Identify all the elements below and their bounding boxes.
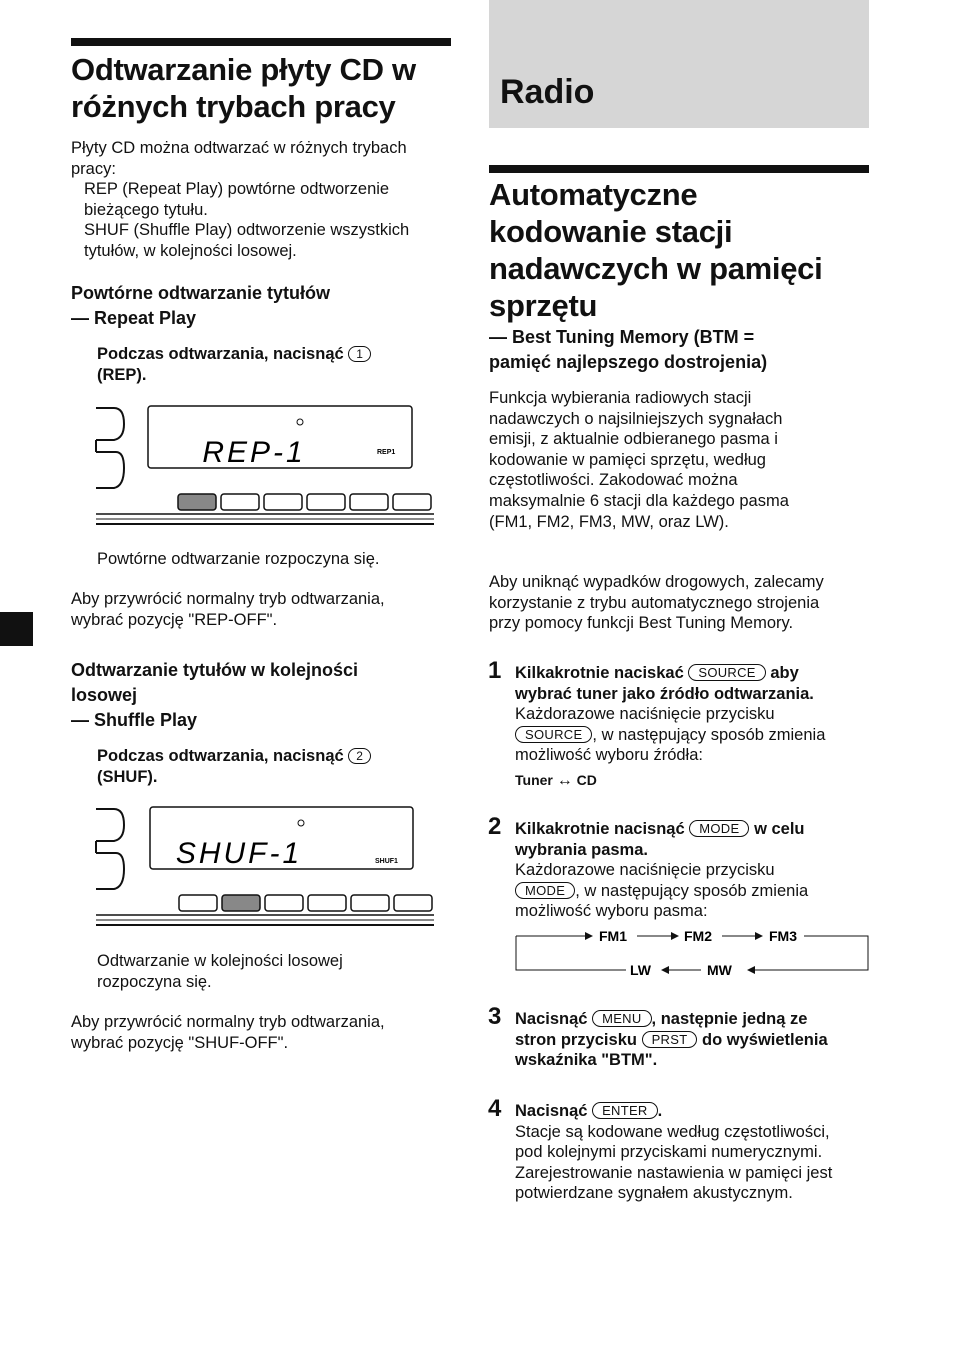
heading-line: — Shuffle Play bbox=[71, 710, 198, 730]
step-text: Kilkakrotnie nacisnąć bbox=[515, 820, 685, 838]
seq-item: CD bbox=[576, 772, 597, 788]
instruction-text: (SHUF). bbox=[97, 767, 158, 786]
step-text: Stacje są kodowane według częstotliwości, bbox=[515, 1122, 830, 1141]
top-rule-left bbox=[71, 38, 451, 46]
step-text: wybrania pasma. bbox=[515, 840, 648, 859]
restore-line: wybrać pozycję "REP-OFF". bbox=[71, 610, 278, 629]
rep-display-illustration bbox=[94, 402, 439, 530]
para-line: korzystanie z trybu automatycznego strojenia bbox=[489, 593, 820, 612]
source-key: SOURCE bbox=[688, 664, 765, 681]
section-title: Radio bbox=[500, 73, 595, 111]
subtitle-line: — Best Tuning Memory (BTM = bbox=[489, 327, 755, 347]
page-title-left bbox=[71, 51, 461, 125]
title-line: sprzętu bbox=[489, 288, 598, 323]
step-text: Nacisnąć bbox=[515, 1102, 588, 1120]
intro-line: SHUF (Shuffle Play) odtworzenie wszystkich bbox=[84, 221, 410, 240]
step-text: wybrać tuner jako źródło odtwarzania. bbox=[515, 684, 814, 703]
page-title-right bbox=[489, 176, 879, 324]
step-4 bbox=[515, 1101, 875, 1204]
step-2 bbox=[515, 819, 875, 922]
step-text: wskaźnika "BTM". bbox=[515, 1051, 658, 1070]
band-label: FM3 bbox=[769, 928, 797, 944]
para-line: kodowanie w pamięci sprzętu, według bbox=[489, 450, 766, 469]
page-subtitle-right bbox=[489, 325, 879, 375]
preset-buttons bbox=[179, 895, 432, 911]
band-label: MW bbox=[707, 962, 732, 975]
intro-paragraph bbox=[71, 138, 461, 262]
preset-buttons bbox=[178, 494, 431, 510]
top-rule-right bbox=[489, 165, 869, 173]
safety-note bbox=[489, 572, 879, 634]
enter-key: ENTER bbox=[592, 1102, 658, 1119]
double-arrow-icon: ↔ bbox=[556, 772, 573, 789]
para-line: (FM1, FM2, FM3, MW, oraz LW). bbox=[489, 512, 729, 531]
intro-line: Płyty CD można odtwarzać w różnych trybach bbox=[71, 139, 407, 157]
source-sequence bbox=[515, 772, 597, 790]
step-2-number: 2 bbox=[488, 813, 502, 840]
para-line: przy pomocy funkcji Best Tuning Memory. bbox=[489, 614, 794, 633]
repeat-instruction bbox=[97, 344, 457, 385]
para-line: Funkcja wybierania radiowych stacji bbox=[489, 389, 752, 407]
shuf-small-indicator: SHUF1 bbox=[375, 858, 398, 865]
band-label: LW bbox=[630, 962, 651, 975]
step-text: w celu bbox=[754, 820, 805, 838]
para-line: częstotliwości. Zakodować można bbox=[489, 471, 738, 490]
title-line: Automatyczne bbox=[489, 177, 698, 212]
button-1-key: 1 bbox=[348, 346, 371, 362]
heading-line: — Repeat Play bbox=[71, 308, 197, 328]
shuffle-restore bbox=[71, 1012, 461, 1053]
result-line: Odtwarzanie w kolejności losowej bbox=[97, 952, 343, 970]
band-label: FM1 bbox=[599, 928, 627, 944]
repeat-heading bbox=[71, 281, 461, 331]
menu-key: MENU bbox=[592, 1010, 651, 1027]
step-text: potwierdzane sygnałem akustycznym. bbox=[515, 1184, 793, 1203]
restore-line: Aby przywrócić normalny tryb odtwarzania, bbox=[71, 590, 385, 608]
step-3 bbox=[515, 1009, 875, 1071]
mode-key: MODE bbox=[515, 882, 575, 899]
step-text: Kilkakrotnie naciskać bbox=[515, 664, 684, 682]
restore-line: wybrać pozycję "SHUF-OFF". bbox=[71, 1033, 289, 1052]
source-key: SOURCE bbox=[515, 726, 592, 743]
btm-description bbox=[489, 388, 879, 532]
heading-line: Odtwarzanie tytułów w kolejności bbox=[71, 660, 359, 680]
step-text: pod kolejnymi przyciskami numerycznymi. bbox=[515, 1143, 823, 1162]
para-line: maksymalnie 6 stacji dla każdego pasma bbox=[489, 491, 789, 510]
step-text: Nacisnąć bbox=[515, 1010, 588, 1028]
prst-key: PRST bbox=[642, 1031, 698, 1048]
subtitle-line: pamięć najlepszego dostrojenia) bbox=[489, 352, 768, 372]
title-line: kodowanie stacji bbox=[489, 214, 733, 249]
restore-line: Aby przywrócić normalny tryb odtwarzania, bbox=[71, 1013, 385, 1031]
shuffle-result bbox=[97, 951, 457, 992]
rep-small-indicator: REP1 bbox=[377, 449, 396, 456]
para-line: Aby uniknąć wypadków drogowych, zalecamy bbox=[489, 573, 824, 591]
rep-display-text: REP-1 bbox=[202, 436, 306, 469]
step-text: Każdorazowe naciśnięcie przycisku bbox=[515, 861, 775, 880]
step-1 bbox=[515, 663, 875, 766]
shuffle-instruction bbox=[97, 746, 457, 787]
heading-line: losowej bbox=[71, 685, 138, 705]
title-line: Odtwarzanie płyty CD w bbox=[71, 52, 416, 87]
para-line: nadawczych o najsilniejszych sygnałach bbox=[489, 409, 783, 428]
instruction-text: Podczas odtwarzania, nacisnąć bbox=[97, 747, 344, 765]
repeat-result: Powtórne odtwarzanie rozpoczyna się. bbox=[97, 550, 380, 568]
step-3-number: 3 bbox=[488, 1003, 502, 1030]
title-line: różnych trybach pracy bbox=[71, 89, 396, 124]
step-text: , następnie jedną ze bbox=[651, 1010, 808, 1028]
intro-line: REP (Repeat Play) powtórne odtworzenie bbox=[84, 180, 390, 199]
step-text: Zarejestrowanie nastawienia w pamięci jest bbox=[515, 1163, 833, 1182]
step-text: , w następujący sposób zmienia bbox=[592, 725, 826, 744]
intro-line: tytułów, w kolejności losowej. bbox=[84, 241, 297, 260]
step-4-number: 4 bbox=[488, 1095, 502, 1122]
step-text: aby bbox=[770, 664, 799, 682]
step-text: do wyświetlenia bbox=[702, 1030, 828, 1049]
button-2-key: 2 bbox=[348, 748, 371, 764]
repeat-restore bbox=[71, 589, 461, 630]
step-text: Każdorazowe naciśnięcie przycisku bbox=[515, 705, 775, 724]
step-text: możliwość wyboru pasma: bbox=[515, 902, 708, 921]
step-text: stron przycisku bbox=[515, 1030, 637, 1049]
intro-line: bieżącego tytułu. bbox=[84, 200, 208, 219]
step-1-number: 1 bbox=[488, 657, 502, 684]
side-tab-marker bbox=[0, 612, 33, 646]
shuffle-heading bbox=[71, 658, 461, 733]
shuf-display-text: SHUF-1 bbox=[175, 837, 303, 870]
step-text: możliwość wyboru źródła: bbox=[515, 746, 703, 765]
instruction-text: Podczas odtwarzania, nacisnąć bbox=[97, 345, 344, 363]
instruction-text: (REP). bbox=[97, 365, 147, 384]
band-cycle-diagram bbox=[514, 925, 872, 975]
result-line: rozpoczyna się. bbox=[97, 972, 212, 991]
intro-line: pracy: bbox=[71, 159, 116, 178]
heading-line: Powtórne odtwarzanie tytułów bbox=[71, 283, 331, 303]
band-label: FM2 bbox=[684, 928, 712, 944]
step-text: , w następujący sposób zmienia bbox=[575, 881, 809, 900]
mode-key: MODE bbox=[689, 820, 749, 837]
seq-item: Tuner bbox=[515, 772, 553, 788]
title-line: nadawczych w pamięci bbox=[489, 251, 823, 286]
shuf-display-illustration bbox=[94, 803, 439, 931]
step-text: . bbox=[657, 1102, 663, 1120]
para-line: emisji, z aktualnie odbieranego pasma i bbox=[489, 430, 778, 449]
